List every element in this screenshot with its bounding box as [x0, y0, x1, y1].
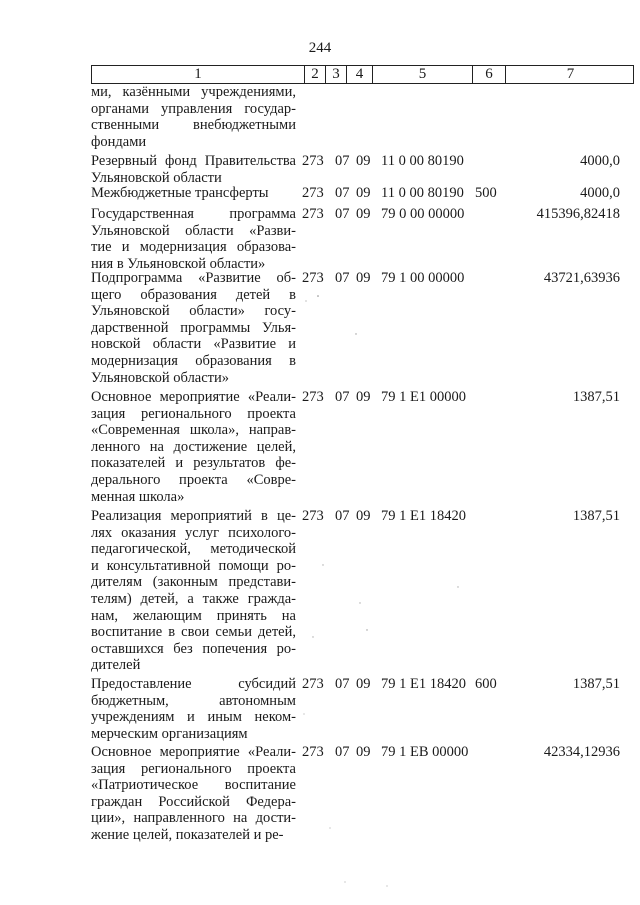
header-col-3: 3 [326, 66, 347, 83]
row-name-line: щего образования детей в [91, 286, 296, 303]
row-name-line: Ульяновской области» [91, 369, 230, 386]
row-name-line: «Современная школа», направ- [91, 422, 296, 439]
row-col-4: 09 [356, 676, 371, 692]
row-col-4: 09 [356, 744, 371, 760]
row-col-7: 43721,63936 [543, 270, 620, 286]
row-name-line: телям) детей, а также гражда- [91, 590, 296, 607]
row-col-2: 273 [302, 389, 324, 405]
row-col-7: 1387,51 [572, 676, 620, 692]
row-col-4: 09 [356, 270, 371, 286]
row-name-line: Предоставление субсидий [91, 676, 296, 692]
row-col-7: 1387,51 [572, 508, 620, 524]
row-name-line: органами управления государ- [91, 100, 296, 117]
row-name-line: Реализация мероприятий в це- [91, 508, 296, 524]
row-name-line: ции», направленного на дости- [91, 810, 296, 827]
row-col-5: 11 0 00 80190 [381, 185, 464, 201]
row-col-7: 415396,82418 [536, 206, 620, 222]
row-name-line: Ульяновской области «Разви- [91, 222, 296, 239]
row-col-6: 500 [475, 185, 497, 201]
row-col-4: 09 [356, 185, 371, 201]
row-name-line: новской области «Развитие и [91, 336, 296, 353]
row-name-line: Межбюджетные трансферты [91, 185, 269, 201]
row-col-3: 07 [335, 153, 350, 169]
row-col-2: 273 [302, 153, 324, 169]
row-name-line: зация регионального проекта [91, 760, 296, 777]
row-name-line: ми, казёнными учреждениями, [91, 84, 296, 100]
row-name [91, 185, 296, 202]
row-name-line: Резервный фонд Правительства [91, 153, 296, 169]
header-col-7: 7 [566, 66, 575, 82]
row-col-3: 07 [335, 270, 350, 286]
row-col-3: 07 [335, 744, 350, 760]
row-col-5: 79 1 E1 18420 [381, 508, 466, 524]
row-col-5: 79 1 E1 00000 [381, 389, 466, 405]
row-name-line: бюджетным, автономным [91, 692, 296, 709]
header-col-4: 4 [347, 66, 373, 83]
row-col-4: 09 [356, 206, 371, 222]
row-name-line: Ульяновской области» госу- [91, 303, 296, 320]
row-name-line: Государственная программа [91, 206, 296, 222]
row-col-2: 273 [302, 744, 324, 760]
row-col-7: 42334,12936 [543, 744, 620, 760]
row-col-7: 4000,0 [580, 153, 620, 169]
row-name-line: фондами [91, 133, 147, 150]
row-name-line: ния в Ульяновской области» [91, 255, 266, 272]
row-name-line: жение целей, показателей и ре- [91, 826, 284, 843]
row-name-line: дителей [91, 657, 141, 674]
row-name-line: и консультативной помощи ро- [91, 557, 296, 574]
row-col-3: 07 [335, 206, 350, 222]
row-name-line: ственными внебюджетными [91, 117, 296, 134]
row-name-line: Ульяновской области [91, 169, 222, 186]
row-col-2: 273 [302, 270, 324, 286]
row-name-line: Подпрограмма «Развитие об- [91, 270, 296, 286]
header-col-1: 1 [92, 66, 305, 83]
header-col-5: 5 [373, 66, 473, 83]
row-col-4: 09 [356, 389, 371, 405]
row-name-line: педагогической, методической [91, 541, 296, 558]
row-name [91, 676, 296, 742]
row-col-7: 1387,51 [572, 389, 620, 405]
row-col-4: 09 [356, 508, 371, 524]
row-name [91, 206, 296, 272]
row-col-5: 79 1 00 00000 [381, 270, 465, 286]
row-name-line: ленного на достижение целей, [91, 438, 296, 455]
row-name-line: Основное мероприятие «Реали- [91, 389, 296, 405]
header-col-2: 2 [305, 66, 326, 83]
row-col-6: 600 [475, 676, 497, 692]
row-name-line: воспитание в свои семьи детей, [91, 624, 296, 641]
row-name [91, 84, 296, 150]
row-name [91, 153, 296, 186]
row-col-2: 273 [302, 206, 324, 222]
row-name-line: лях оказания услуг психолого- [91, 524, 296, 541]
table-header [91, 65, 634, 84]
row-name-line: оставшихся без попечения ро- [91, 640, 296, 657]
row-name [91, 389, 296, 505]
row-col-5: 79 1 E1 18420 [381, 676, 466, 692]
row-name-line: менная школа» [91, 488, 185, 505]
row-name-line: нам, желающим принять на [91, 607, 296, 624]
row-col-2: 273 [302, 676, 324, 692]
row-name-line: дерального проекта «Совре- [91, 471, 296, 488]
row-col-5: 79 1 EB 00000 [381, 744, 469, 760]
page-number: 244 [308, 40, 332, 56]
row-col-5: 79 0 00 00000 [381, 206, 465, 222]
row-name [91, 508, 296, 674]
row-col-3: 07 [335, 185, 350, 201]
row-col-3: 07 [335, 389, 350, 405]
row-name [91, 744, 296, 844]
row-col-3: 07 [335, 508, 350, 524]
row-name-line: «Патриотическое воспитание [91, 777, 296, 794]
header-col-6: 6 [473, 66, 506, 83]
row-name [91, 270, 296, 386]
row-name-line: мерческим организациям [91, 725, 248, 742]
row-col-7: 4000,0 [580, 185, 620, 201]
row-name-line: дарственной программы Улья- [91, 319, 296, 336]
row-name-line: Основное мероприятие «Реали- [91, 744, 296, 760]
row-name-line: тие и модернизация образова- [91, 239, 296, 256]
row-col-3: 07 [335, 676, 350, 692]
row-name-line: дителям (законным представи- [91, 574, 296, 591]
row-name-line: модернизация образования в [91, 352, 296, 369]
row-col-2: 273 [302, 508, 324, 524]
row-name-line: зация регионального проекта [91, 405, 296, 422]
row-col-5: 11 0 00 80190 [381, 153, 464, 169]
row-col-2: 273 [302, 185, 324, 201]
row-name-line: граждан Российской Федера- [91, 793, 296, 810]
row-col-4: 09 [356, 153, 371, 169]
row-name-line: показателей и результатов фе- [91, 455, 296, 472]
row-name-line: учреждениям и иным неком- [91, 709, 296, 726]
